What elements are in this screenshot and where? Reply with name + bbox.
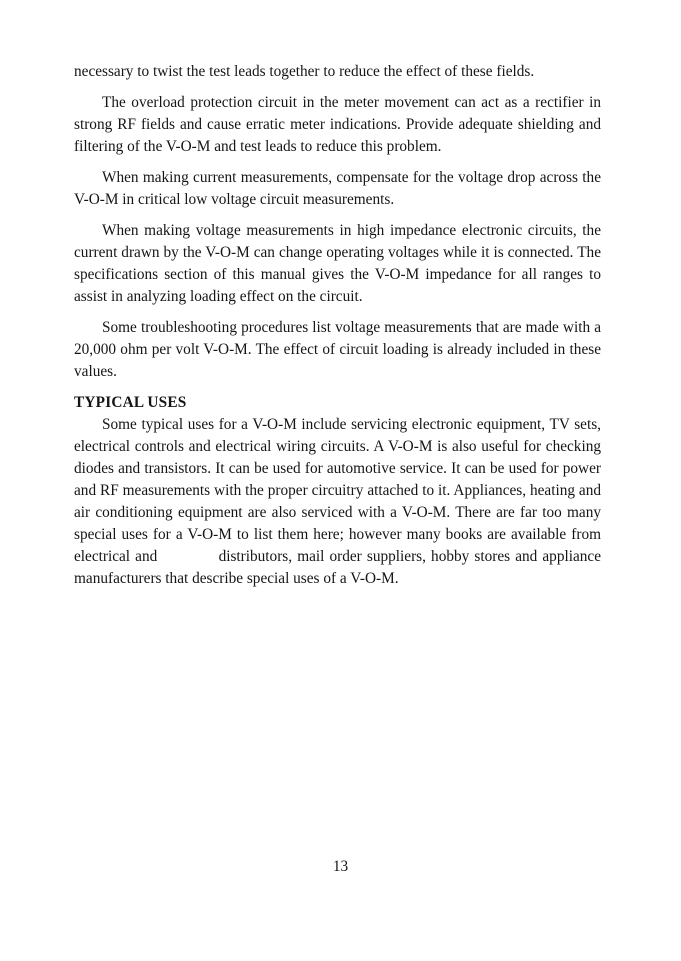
rf-overload-paragraph: The overload protection circuit in the meter movement can act as a rectifier in strong RF fields and cause erratic meter indications. Provide adequate shielding and filtering of the V-O-M and test leads to reduce this problem. (74, 94, 601, 155)
page-body (74, 61, 605, 590)
continued-paragraph: necessary to twist the test leads together to reduce the effect of these fields. (74, 63, 535, 80)
page-number: 13 (332, 858, 349, 875)
typical-uses-paragraph: Some typical uses for a V-O-M include servicing electronic equipment, TV sets, electrical controls and electrical wiring circuits. A V-O-M is also useful for checking diodes and transistors. It can be used for automotive service. It can be used for power and RF measurements with the proper circuitry attached to it. Appliances, heating and air conditioning equipment are also serviced with a V-O-M. There are far too many special uses for a V-O-M to list them here; however many books are available from electrical and distributors, mail order suppliers, hobby stores and appliance manufacturers that describe special uses of a V-O-M. (74, 416, 605, 587)
troubleshooting-paragraph: Some troubleshooting procedures list voltage measurements that are made with a 20,000 ohm per volt V-O-M. The effect of circuit loading is already included in these values. (74, 319, 601, 380)
section-heading: TYPICAL USES (74, 394, 187, 411)
current-measurement-paragraph: When making current measurements, compensate for the voltage drop across the V-O-M in critical low voltage circuit measurements. (74, 169, 601, 208)
voltage-measurement-paragraph: When making voltage measurements in high impedance electronic circuits, the current drawn by the V-O-M can change operating voltages while it is connected. The specifications section of this manual gives the V-O-M impedance for all ranges to assist in analyzing loading effect on the circuit. (74, 222, 601, 305)
